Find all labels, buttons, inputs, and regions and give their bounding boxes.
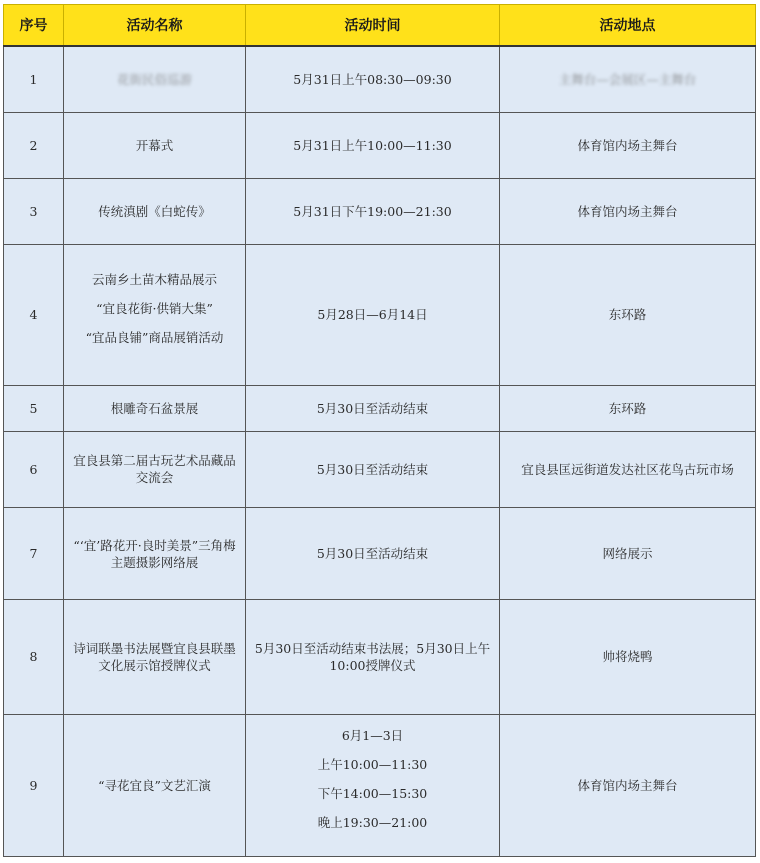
activity-place-line: 体育馆内场主舞台: [577, 777, 678, 793]
activity-name: [64, 431, 246, 507]
activity-time: [246, 46, 500, 112]
activity-place-line: 帅将烧鸭: [602, 649, 653, 665]
activity-name-line: 诗词联墨书法展暨宜良县联墨文化展示馆授牌仪式: [73, 640, 236, 673]
activity-name-line: “宜良花街·供销大集”: [96, 301, 213, 317]
activity-name-line: 花街民俗巡游: [116, 71, 192, 87]
table-row: [4, 600, 756, 714]
activity-time-line: 5月31日上午10:00—11:30: [293, 137, 452, 153]
activity-name: [64, 714, 246, 856]
activity-name: [64, 507, 246, 599]
row-number: 6: [4, 431, 64, 507]
header-row: [4, 5, 756, 47]
activity-name-line: “宜品良铺”商品展销活动: [85, 330, 224, 346]
row-number: 5: [4, 385, 64, 431]
table-row: [4, 112, 756, 178]
header-activity-time: 活动时间: [246, 5, 500, 47]
row-number: 8: [4, 600, 64, 714]
activity-time: [246, 714, 500, 856]
activity-name-line: 开幕式: [135, 137, 174, 153]
activity-time: [246, 178, 500, 244]
activity-time: [246, 385, 500, 431]
activity-place: [500, 178, 756, 244]
activity-place: [500, 46, 756, 112]
activity-name: [64, 46, 246, 112]
activity-place: [500, 385, 756, 431]
row-number: 7: [4, 507, 64, 599]
row-number: 9: [4, 714, 64, 856]
activity-name-line: “‘宜’路花开·良时美景”三角梅主题摄影网络展: [73, 537, 236, 570]
header-number: 序号: [4, 5, 64, 47]
activity-place-line: 网络展示: [602, 546, 653, 562]
row-number: 3: [4, 178, 64, 244]
activity-time-line: 5月30日至活动结束: [316, 461, 429, 477]
table-row: [4, 507, 756, 599]
activity-name: [64, 245, 246, 385]
activity-name-line: 宜良县第二届古玩艺术品藏品交流会: [73, 453, 236, 486]
activity-place-line: 主舞台—会展区—主舞台: [558, 71, 697, 87]
activity-place: [500, 507, 756, 599]
activity-time-line: 5月31日下午19:00—21:30: [293, 204, 452, 219]
activity-time-line: 上午10:00—11:30: [317, 757, 428, 773]
activity-time: [246, 507, 500, 599]
row-number: 2: [4, 112, 64, 178]
activity-name-line: 云南乡土苗木精品展示: [91, 272, 217, 288]
activity-time: [246, 600, 500, 714]
row-number: 4: [4, 245, 64, 385]
activity-name: [64, 600, 246, 714]
activity-time-line: 下午14:00—15:30: [317, 786, 428, 802]
activity-name: [64, 112, 246, 178]
activity-time-line: 5月30日至活动结束书法展；5月30日上午10:00授牌仪式: [254, 640, 491, 673]
activity-time-line: 5月30日至活动结束: [316, 546, 429, 562]
activity-time: [246, 112, 500, 178]
activity-name: [64, 385, 246, 431]
activity-place: [500, 714, 756, 856]
activity-place-line: 东环路: [608, 400, 647, 416]
header-activity-name: 活动名称: [64, 5, 246, 47]
row-number: 1: [4, 46, 64, 112]
table-row: [4, 178, 756, 244]
activity-name-line: 传统滇剧《白蛇传》: [98, 204, 211, 219]
activity-place: [500, 245, 756, 385]
activity-time-line: 5月28日—6月14日: [317, 307, 428, 323]
activity-place: [500, 112, 756, 178]
activity-name-line: 根雕奇石盆景展: [110, 400, 199, 416]
activity-time-line: 晚上19:30—21:00: [317, 815, 428, 831]
table-row: [4, 714, 756, 856]
activity-time-line: 6月1—3日: [341, 728, 404, 744]
table-row: [4, 245, 756, 385]
table-row: [4, 431, 756, 507]
schedule-table: [3, 4, 756, 857]
activity-place-line: 宜良县匡远街道发达社区花鸟古玩市场: [521, 461, 734, 477]
activity-place: [500, 431, 756, 507]
activity-time: [246, 431, 500, 507]
activity-place-line: 体育馆内场主舞台: [577, 137, 678, 153]
activity-place-line: 体育馆内场主舞台: [577, 204, 678, 219]
activity-place-line: 东环路: [608, 307, 647, 323]
activity-time-line: 5月30日至活动结束: [316, 400, 429, 416]
activity-place: [500, 600, 756, 714]
header-activity-place: 活动地点: [500, 5, 756, 47]
activity-time: [246, 245, 500, 385]
activity-time-line: 5月31日上午08:30—09:30: [293, 71, 452, 87]
activity-schedule: [3, 4, 755, 857]
activity-name: [64, 178, 246, 244]
table-row: [4, 46, 756, 112]
activity-name-line: “寻花宜良”文艺汇演: [98, 777, 211, 793]
table-row: [4, 385, 756, 431]
table-body: [4, 46, 756, 857]
